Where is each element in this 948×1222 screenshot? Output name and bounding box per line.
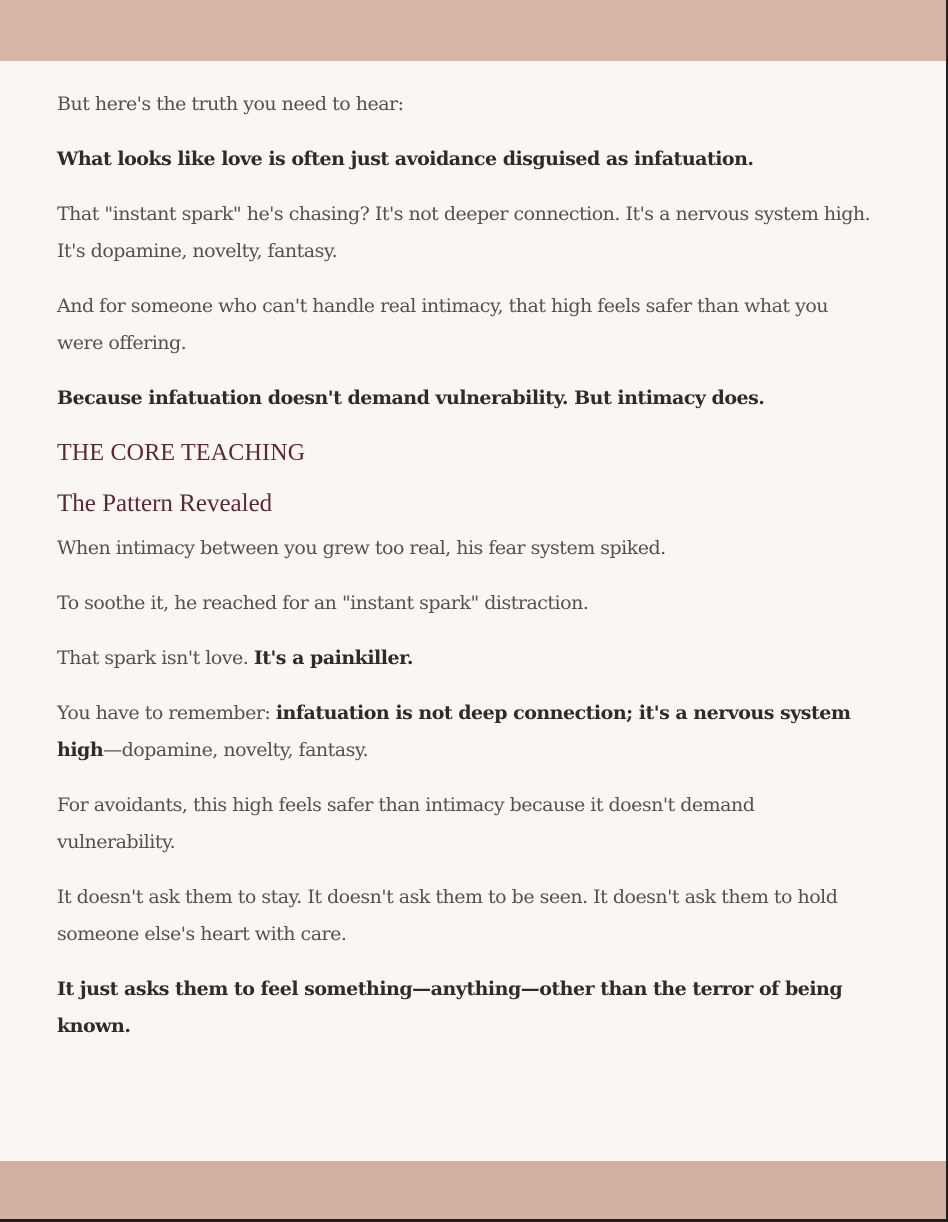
vulnerability-emphasis: Because infatuation doesn't demand vulnerability. But intimacy does.	[57, 387, 765, 409]
intro-paragraph: But here's the truth you need to hear:	[57, 93, 404, 115]
document-body	[57, 86, 877, 1045]
pattern-paragraph-5: For avoidants, this high feels safer than intimacy because it doesn't demand vulnerability.	[57, 794, 755, 853]
spark-paragraph: That "instant spark" he's chasing? It's not deeper connection. It's a nervous system high. It's dopamine, novelty, fantasy.	[57, 203, 871, 262]
header-band	[0, 0, 946, 61]
pattern-paragraph-1: When intimacy between you grew too real, his fear system spiked.	[57, 537, 666, 559]
painkiller-emphasis: It's a painkiller.	[253, 647, 413, 669]
section-subtitle: The Pattern Revealed	[57, 490, 273, 517]
section-title: THE CORE TEACHING	[57, 440, 306, 466]
pattern-paragraph-6: It doesn't ask them to stay. It doesn't ask them to be seen. It doesn't ask them to hold someone else's heart with care.	[57, 886, 838, 945]
safety-paragraph: And for someone who can't handle real intimacy, that high feels safer than what you were offering.	[57, 295, 829, 354]
closing-emphasis: It just asks them to feel something—anything—other than the terror of being known.	[57, 978, 843, 1037]
pattern-paragraph-3-text: That spark isn't love.	[57, 647, 254, 669]
pattern-paragraph-2: To soothe it, he reached for an "instant spark" distraction.	[57, 592, 589, 614]
pattern-paragraph-4-text: You have to remember:	[57, 702, 276, 724]
pattern-paragraph-4	[57, 695, 877, 769]
pattern-paragraph-4-tail: —dopamine, novelty, fantasy.	[103, 739, 369, 761]
pattern-paragraph-3	[57, 640, 877, 677]
footer-band	[0, 1161, 946, 1219]
nervous-system-emphasis: infatuation is not deep connection; it's a nervous system high	[57, 702, 851, 761]
intro-emphasis: What looks like love is often just avoidance disguised as infatuation.	[57, 148, 754, 170]
